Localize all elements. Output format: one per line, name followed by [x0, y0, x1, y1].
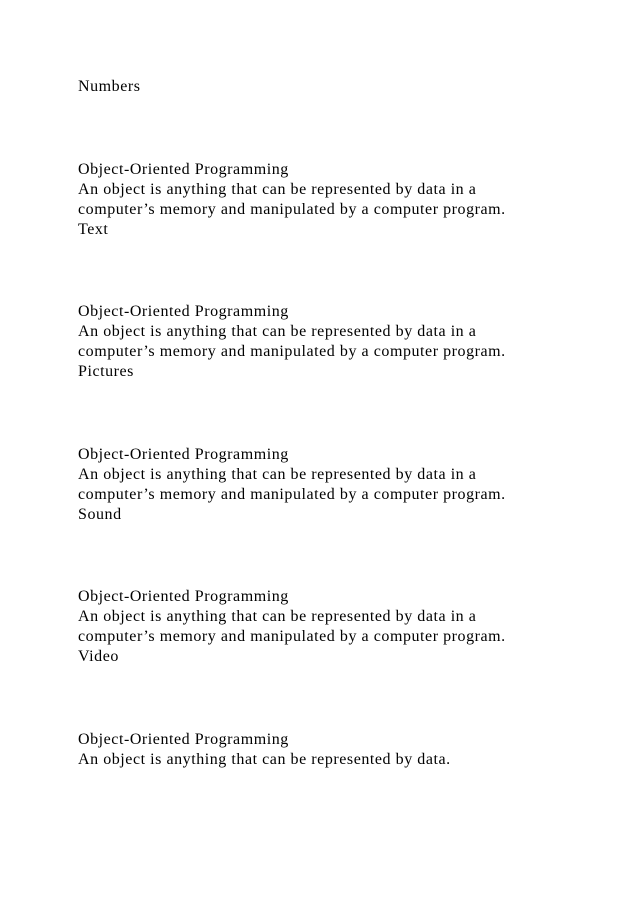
block-4-tail: Video — [78, 648, 119, 665]
block-4-line-1: An object is anything that can be represented by data in a — [78, 608, 477, 625]
block-1-line-1: An object is anything that can be represented by data in a — [78, 181, 477, 198]
block-3-line-1: An object is anything that can be represented by data in a — [78, 466, 477, 483]
block-2-line-1: An object is anything that can be represented by data in a — [78, 323, 477, 340]
block-3-heading: Object-Oriented Programming — [78, 446, 289, 463]
block-4-line-2: computer’s memory and manipulated by a computer program. — [78, 628, 506, 645]
block-1-line-2: computer’s memory and manipulated by a computer program. — [78, 201, 506, 218]
block-2-line-2: computer’s memory and manipulated by a computer program. — [78, 343, 506, 360]
block-4-heading: Object-Oriented Programming — [78, 588, 289, 605]
block-3-tail: Sound — [78, 506, 122, 523]
block-5-heading: Object-Oriented Programming — [78, 731, 289, 748]
intro-word: Numbers — [78, 78, 141, 95]
block-2-heading: Object-Oriented Programming — [78, 303, 289, 320]
block-5-line-1: An object is anything that can be represented by data. — [78, 751, 451, 768]
block-3-line-2: computer’s memory and manipulated by a computer program. — [78, 486, 506, 503]
block-1-tail: Text — [78, 221, 109, 238]
block-1-heading: Object-Oriented Programming — [78, 161, 289, 178]
block-2-tail: Pictures — [78, 363, 134, 380]
